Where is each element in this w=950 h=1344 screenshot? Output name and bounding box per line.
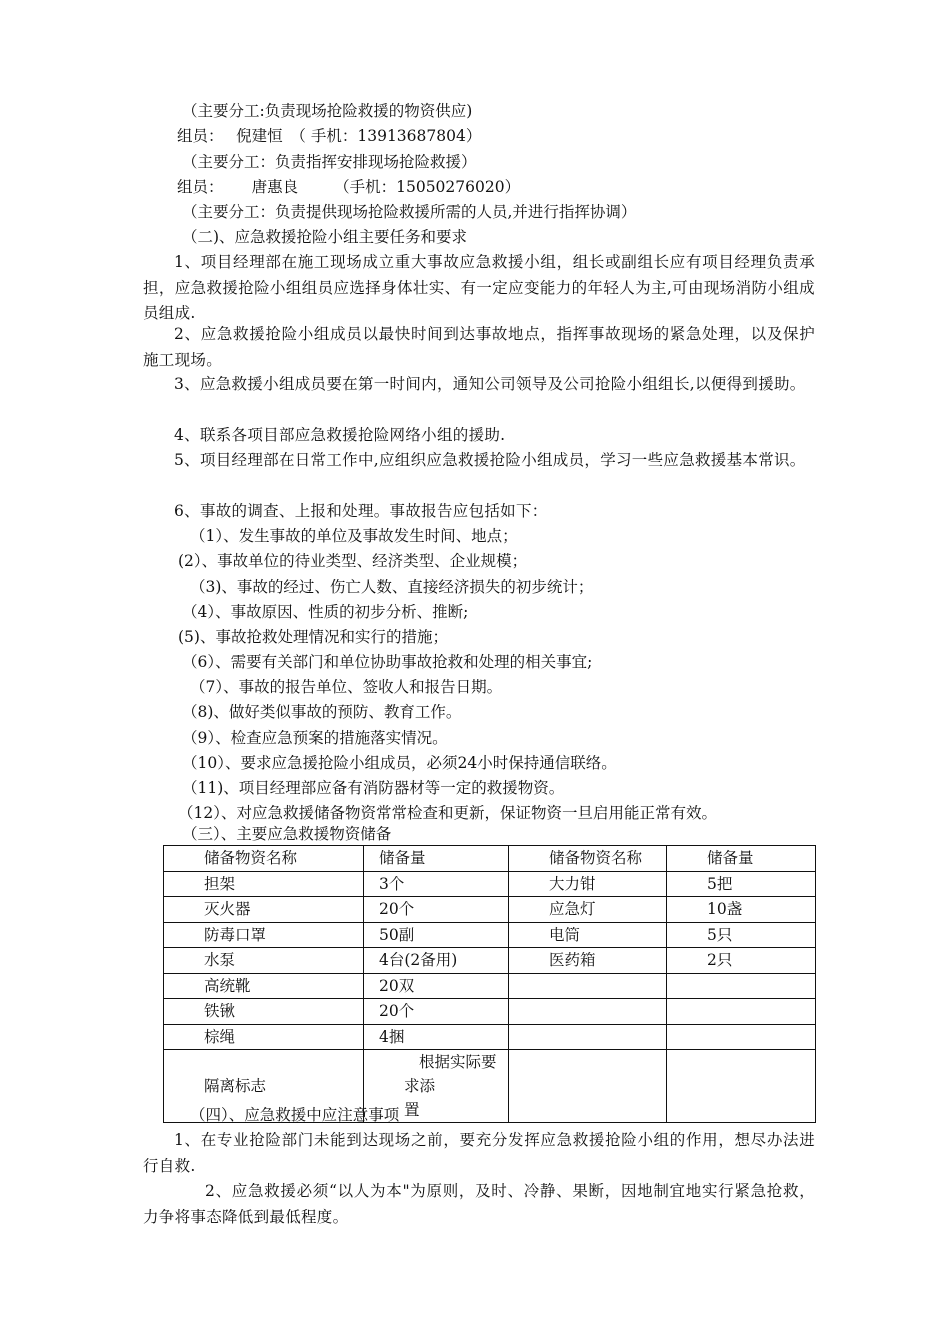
table-cell: 10盏 [667, 897, 816, 923]
table-cell: 20个 [364, 999, 509, 1025]
table-cell: 大力钳 [509, 871, 667, 897]
table-cell: 应急灯 [509, 897, 667, 923]
table-row [164, 948, 816, 974]
report-item-8: （8)、做好类似事故的预防、教育工作。 [182, 703, 462, 721]
report-item-9: （9）、检查应急预案的措施落实情况。 [182, 729, 448, 747]
wrapped-text-line-1: 根据实际要求添 [404, 1053, 497, 1095]
member-line-ni: 组员： 倪建恒 （ 手机：13913687804） [177, 127, 482, 145]
report-item-1: （1）、发生事故的单位及事故发生时间、地点； [190, 527, 518, 545]
duty-line-personnel: （主要分工：负责提供现场抢险救援所需的人员,并进行指挥协调） [182, 203, 637, 221]
table-cell-empty [667, 1050, 816, 1123]
table-row [164, 871, 816, 897]
wrapped-text-line-2: 置 [404, 1101, 420, 1119]
table-cell [667, 1024, 816, 1050]
table-cell: 4台(2备用) [364, 948, 509, 974]
header-cell: 储备物资名称 [509, 846, 667, 872]
duty-line-command: （主要分工：负责指挥安排现场抢险救援） [182, 153, 477, 171]
table-cell: 灭火器 [164, 897, 364, 923]
table-cell: 5把 [667, 871, 816, 897]
report-item-12: （12）、对应急救援储备物资常常检查和更新，保证物资一旦启用能正常有效。 [178, 804, 717, 822]
paragraph-1: 1、项目经理部在施工现场成立重大事故应急救援小组，组长或副组长应有项目经理负责承担，应急救援抢险小组组员应选择身体壮实、有一定应变能力的年轻人为主,可由现场消防小组成员组成. [143, 253, 815, 322]
table-cell: 4捆 [364, 1024, 509, 1050]
table-row [164, 922, 816, 948]
report-item-10: （10）、要求应急援抢险小组成员，必须24小时保持通信联络。 [182, 754, 617, 772]
table-cell: 棕绳 [164, 1024, 364, 1050]
table-cell: 20个 [364, 897, 509, 923]
table-cell [509, 973, 667, 999]
section4-paragraph-1: 1、在专业抢险部门未能到达现场之前，要充分发挥应急救援抢险小组的作用，想尽办法进行自救. [143, 1131, 815, 1175]
section4-heading: （四）、应急救援中应注意事项 [190, 1106, 400, 1124]
table-cell: 铁锹 [164, 999, 364, 1025]
table-cell [509, 999, 667, 1025]
duty-line-supplies: （主要分工:负责现场抢险救援的物资供应) [182, 102, 473, 120]
paragraph-5: 5、项目经理部在日常工作中,应组织应急救援抢险小组成员，学习一些应急救援基本常识。 [174, 451, 806, 469]
table-cell: 担架 [164, 871, 364, 897]
header-cell: 储备物资名称 [164, 846, 364, 872]
table-cell [667, 999, 816, 1025]
table-cell: 电筒 [509, 922, 667, 948]
paragraph-6: 6、事故的调查、上报和处理。事故报告应包括如下： [174, 502, 548, 520]
table-cell: 3个 [364, 871, 509, 897]
report-item-3: （3)、事故的经过、伤亡人数、直接经济损失的初步统计； [190, 578, 594, 596]
report-item-7: （7）、事故的报告单位、签收人和报告日期。 [190, 678, 503, 696]
header-cell: 储备量 [667, 846, 816, 872]
table-cell: 2只 [667, 948, 816, 974]
section4-paragraph-2: 2、应急救援必须“以人为本"为原则，及时、冷静、果断，因地制宜地实行紧急抢救，力争将事态降低到最低程度。 [143, 1182, 815, 1226]
supplies-table [163, 845, 816, 1123]
table-row [164, 973, 816, 999]
table-header-row [164, 846, 816, 872]
report-item-2: (2）、事故单位的待业类型、经济类型、企业规模； [178, 552, 528, 570]
table-cell: 医药箱 [509, 948, 667, 974]
table-cell: 防毒口罩 [164, 922, 364, 948]
header-cell: 储备量 [364, 846, 509, 872]
table-row [164, 999, 816, 1025]
report-item-4: （4）、事故原因、性质的初步分析、推断; [182, 603, 469, 621]
paragraph-3: 3、应急救援小组成员要在第一时间内，通知公司领导及公司抢险小组组长,以便得到援助。 [174, 375, 806, 393]
table-cell: 5只 [667, 922, 816, 948]
table-cell: 水泵 [164, 948, 364, 974]
paragraph-2: 2、应急救援抢险小组成员以最快时间到达事故地点，指挥事故现场的紧急处理，以及保护施工现场。 [143, 325, 815, 369]
member-line-tang: 组员： 唐惠良 （手机：15050276020） [177, 178, 521, 196]
report-item-6: （6）、需要有关部门和单位协助事故抢救和处理的相关事宜; [182, 653, 593, 671]
paragraph-4: 4、联系各项目部应急救援抢险网络小组的援助. [174, 426, 506, 444]
section2-heading: （二)、应急救援抢险小组主要任务和要求 [182, 228, 468, 246]
table-cell [509, 1024, 667, 1050]
table-row [164, 897, 816, 923]
table-cell: 50副 [364, 922, 509, 948]
table-cell [667, 973, 816, 999]
table-cell: 高统靴 [164, 973, 364, 999]
table-cell: 20双 [364, 973, 509, 999]
report-item-5: (5)、事故抢救处理情况和实行的措施； [178, 628, 448, 646]
section3-heading: （三）、主要应急救援物资储备 [182, 825, 392, 843]
table-cell: 隔离标志 [164, 1050, 364, 1123]
table-cell-empty [509, 1050, 667, 1123]
report-item-11: （11)、项目经理部应备有消防器材等一定的救援物资。 [182, 779, 565, 797]
table-row [164, 1024, 816, 1050]
